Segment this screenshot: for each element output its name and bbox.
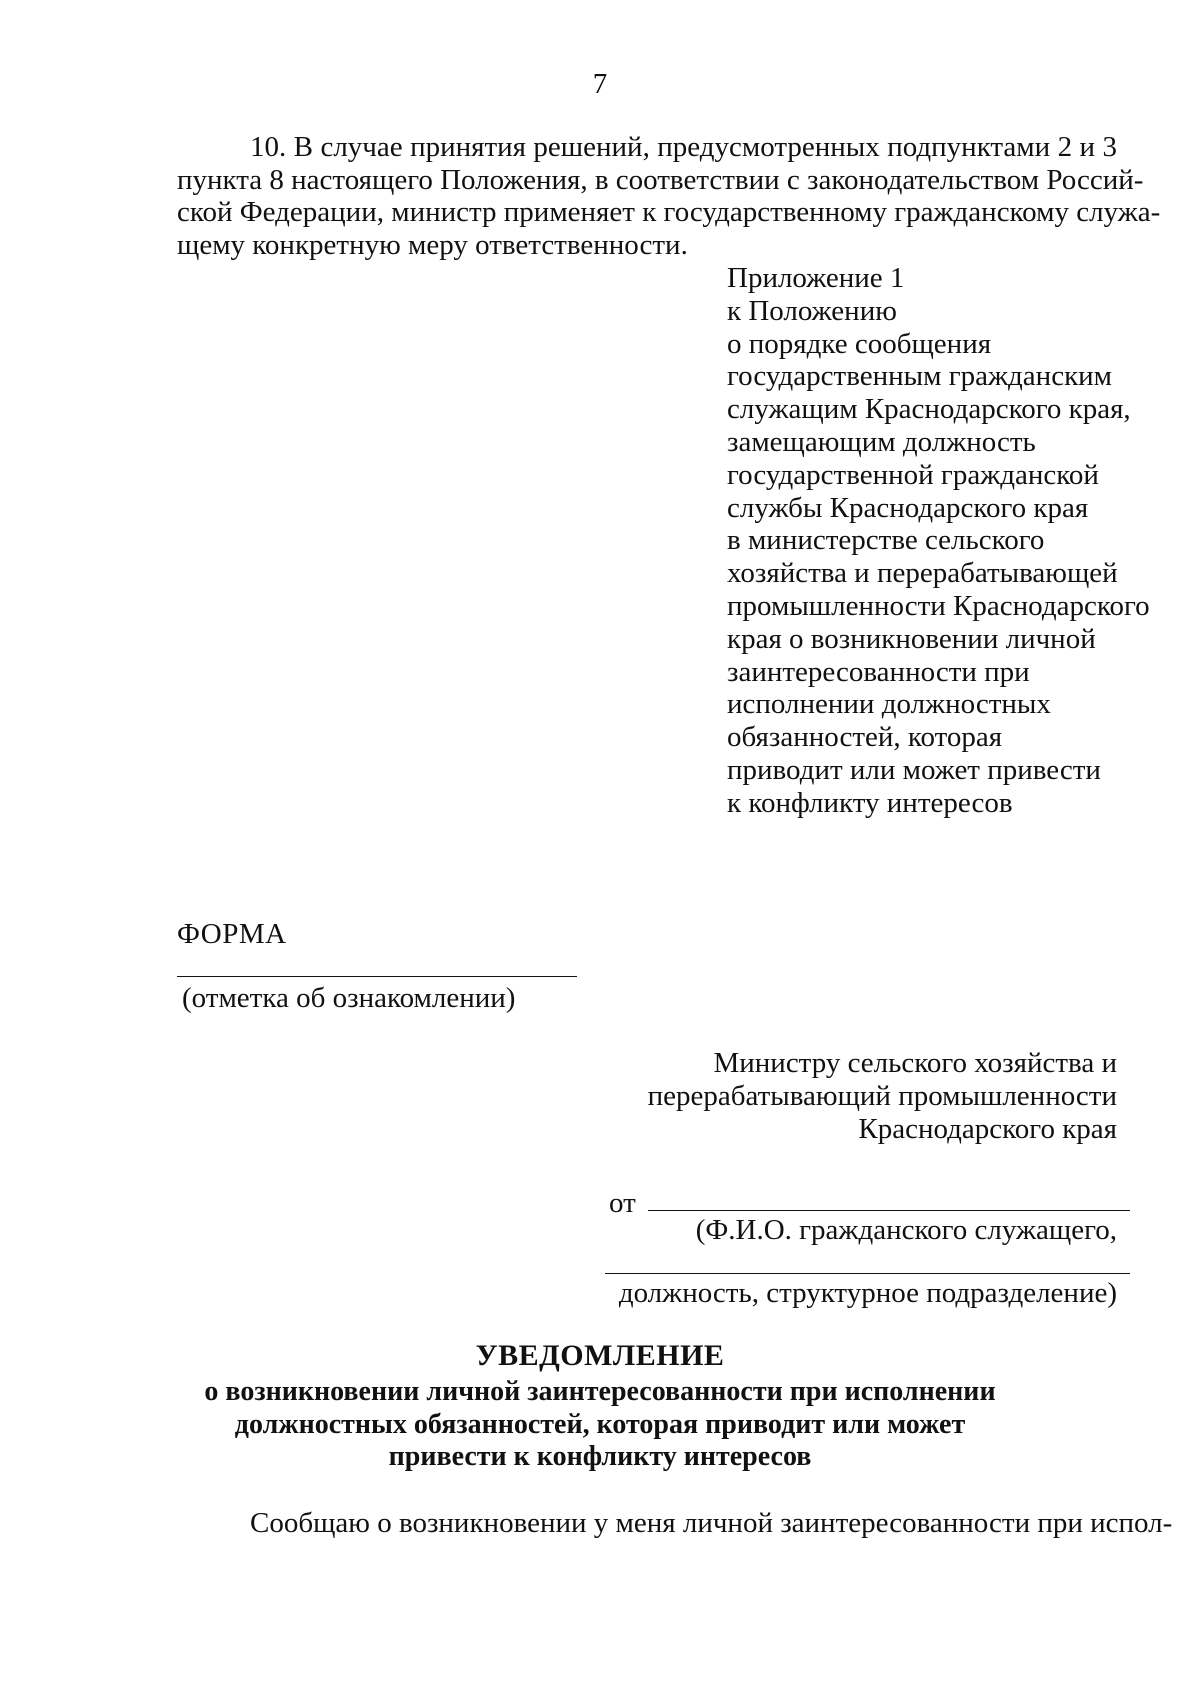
addressee-block bbox=[417, 1047, 1117, 1146]
sender-name-line bbox=[648, 1210, 1130, 1211]
appendix-line: к конфликту интересов bbox=[727, 786, 1013, 819]
notice-subtitle bbox=[0, 1376, 1200, 1474]
addressee-line: Министру сельского хозяйства и bbox=[713, 1047, 1117, 1079]
acknowledgement-line bbox=[177, 976, 577, 977]
paragraph-10 bbox=[177, 131, 1161, 261]
paragraph-line: 10. В случае принятия решений, предусмотренных подпунктами 2 и 3 bbox=[250, 131, 1117, 163]
appendix-line: государственной гражданской bbox=[727, 458, 1099, 491]
acknowledgement-caption: (отметка об ознакомлении) bbox=[182, 982, 516, 1014]
appendix-line: служащим Краснодарского края, bbox=[727, 393, 1131, 426]
appendix-line: приводит или может привести bbox=[727, 753, 1101, 786]
appendix-line: к Положению bbox=[727, 294, 897, 327]
appendix-header bbox=[727, 262, 1187, 820]
paragraph-line: ской Федерации, министр применяет к государственному гражданскому служа- bbox=[177, 196, 1161, 228]
sender-position-line bbox=[605, 1273, 1130, 1274]
addressee-line: Краснодарского края bbox=[858, 1113, 1117, 1145]
notice-subtitle-line: привести к конфликту интересов bbox=[388, 1441, 812, 1472]
sender-name-caption: (Ф.И.О. гражданского служащего, bbox=[695, 1214, 1117, 1246]
from-label: от bbox=[609, 1187, 636, 1219]
page-number: 7 bbox=[592, 68, 608, 100]
appendix-line: исполнении должностных bbox=[727, 688, 1051, 721]
notice-subtitle-line: должностных обязанностей, которая приводит или может bbox=[234, 1408, 966, 1440]
notice-subtitle-line: о возникновении личной заинтересованности при исполнении bbox=[204, 1376, 996, 1407]
notice-body-text: Сообщаю о возникновении у меня личной заинтересованности при испол- bbox=[250, 1507, 1173, 1539]
appendix-line: службы Краснодарского края bbox=[727, 491, 1089, 524]
appendix-line: о порядке сообщения bbox=[727, 327, 992, 360]
appendix-line: заинтересованности при bbox=[727, 655, 1030, 688]
appendix-line: обязанностей, которая bbox=[727, 721, 1003, 754]
form-title: ФОРМА bbox=[177, 918, 287, 950]
appendix-line: в министерстве сельского bbox=[727, 524, 1045, 557]
appendix-line: Приложение 1 bbox=[727, 262, 905, 294]
appendix-line: замещающим должность bbox=[727, 425, 1036, 458]
addressee-line: перерабатывающий промышленности bbox=[647, 1080, 1117, 1112]
sender-position-caption: должность, структурное подразделение) bbox=[618, 1277, 1117, 1309]
appendix-line: хозяйства и перерабатывающей bbox=[727, 557, 1118, 590]
appendix-line: промышленности Краснодарского bbox=[727, 589, 1150, 622]
paragraph-line: щему конкретную меру ответственности. bbox=[177, 228, 688, 261]
appendix-line: края о возникновении личной bbox=[727, 622, 1096, 655]
paragraph-line: пункта 8 настоящего Положения, в соответствии с законодательством Россий- bbox=[177, 163, 1144, 196]
notice-title: УВЕДОМЛЕНИЕ bbox=[475, 1339, 725, 1372]
appendix-line: государственным гражданским bbox=[727, 360, 1113, 393]
